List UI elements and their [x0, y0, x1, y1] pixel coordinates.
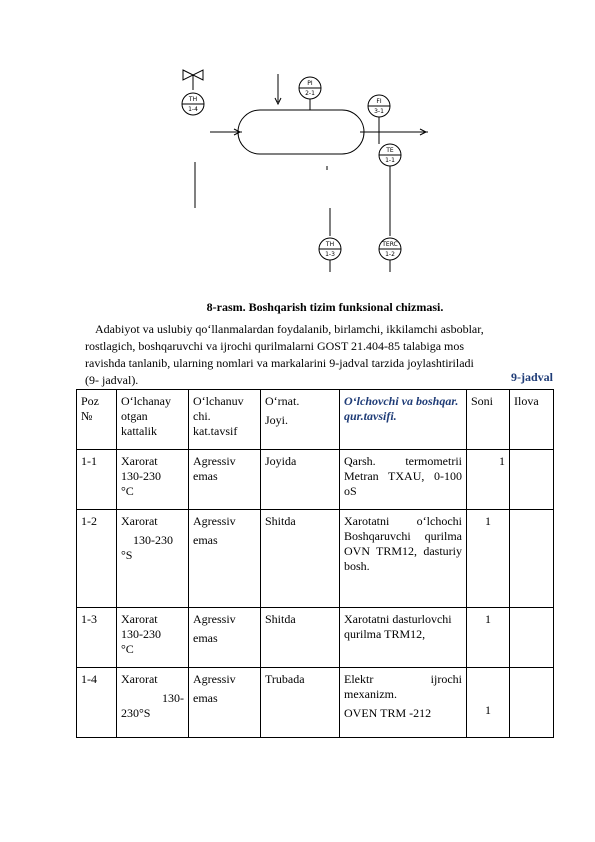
instrument-te-1-1 [379, 144, 401, 166]
table-header-row [77, 390, 554, 450]
cell-poz: 1-3 [77, 608, 117, 668]
cell-text: Agressiv [193, 514, 236, 528]
cell-kattalik [117, 608, 189, 668]
cell-text: 230°S [121, 706, 151, 720]
cell-poz: 1-4 [77, 668, 117, 738]
cell-ilova [510, 450, 554, 510]
cell-text: 130- [162, 691, 184, 705]
cell-text: Xarorat [121, 454, 158, 468]
svg-text:TERC: TERC [382, 241, 398, 248]
svg-text:TH: TH [188, 96, 198, 103]
cell-joyi: Joyida [261, 450, 340, 510]
cell-text: °C [121, 484, 134, 498]
paragraph-line: (9- jadval). [85, 373, 139, 387]
cell-text: Xarorat [121, 514, 158, 528]
cell-kattalik [117, 668, 189, 738]
cell-joyi: Shitda [261, 608, 340, 668]
cell-tavsif: Agressiv emas [189, 450, 261, 510]
table-row [77, 608, 554, 668]
cell-soni: 1 [467, 510, 510, 608]
body-paragraph [85, 321, 555, 389]
cell-qurilma: Xarotatni dasturlovchi qurilma TRM12, [340, 608, 467, 668]
table-row [77, 668, 554, 738]
svg-text:1-3: 1-3 [325, 251, 335, 258]
svg-text:1-4: 1-4 [188, 106, 198, 113]
cell-text: Agressiv [193, 612, 236, 626]
table-label: 9-jadval [511, 370, 553, 384]
cell-tavsif [189, 608, 261, 668]
instrument-pi-2-1 [299, 77, 321, 99]
header-ilova: Ilova [510, 390, 554, 450]
instrument-table [76, 389, 554, 738]
vessel [238, 110, 364, 154]
cell-qurilma [340, 668, 467, 738]
header-poz: Poz № [77, 390, 117, 450]
instrument-th-1-3 [319, 238, 341, 260]
cell-qurilma: Qarsh. termometrii Metran TXAU, 0-100 oS [340, 450, 467, 510]
cell-text: Xarorat [121, 612, 158, 626]
svg-text:TH: TH [325, 241, 335, 248]
cell-text: emas [193, 533, 218, 547]
cell-tavsif [189, 668, 261, 738]
cell-text: emas [193, 691, 218, 705]
cell-joyi: Shitda [261, 510, 340, 608]
table-row [77, 510, 554, 608]
header-ornat-b: Joyi. [265, 413, 289, 427]
instrument-terc-1-2 [379, 238, 401, 260]
table-row [77, 450, 554, 510]
svg-text:FI: FI [376, 98, 382, 105]
cell-text: 130-230 [121, 469, 161, 483]
cell-text: emas [193, 631, 218, 645]
cell-text: Elektr ijrochi mexanizm. [344, 672, 462, 701]
header-ornat [261, 390, 340, 450]
cell-soni: 1 [467, 450, 510, 510]
cell-text: Xarorat [121, 672, 158, 686]
cell-text: Agressiv [193, 672, 236, 686]
figure-caption: 8-rasm. Boshqarish tizim funksional chizmasi. [206, 300, 444, 314]
cell-tavsif [189, 510, 261, 608]
svg-text:1-1: 1-1 [385, 157, 395, 164]
cell-text: OVEN TRM -212 [344, 706, 432, 720]
svg-text:1-2: 1-2 [385, 251, 395, 258]
cell-joyi: Trubada [261, 668, 340, 738]
svg-text:TE: TE [386, 147, 394, 154]
header-olchanay: O‘lchanay otgan kattalik [117, 390, 189, 450]
cell-kattalik [117, 510, 189, 608]
cell-text: °S [121, 548, 133, 562]
instrument-fi-3-1 [368, 95, 390, 117]
header-soni: Soni [467, 390, 510, 450]
cell-kattalik [117, 450, 189, 510]
cell-text: °C [121, 642, 134, 656]
header-ornat-a: O‘rnat. [265, 394, 300, 408]
cell-poz: 1-2 [77, 510, 117, 608]
instrument-th-1-4 [182, 93, 204, 115]
svg-text:3-1: 3-1 [374, 108, 384, 115]
svg-text:PI: PI [307, 80, 313, 87]
cell-text: 130-230 [133, 533, 173, 547]
paragraph-line: ravishda tanlanib, ularning nomlari va markalarini 9-jadval tarzida joylashtiriladi [85, 356, 474, 370]
functional-diagram [170, 62, 430, 282]
cell-ilova [510, 668, 554, 738]
cell-text: 130-230 [121, 627, 161, 641]
paragraph-line: Adabiyot va uslubiy qo‘llanmalardan foydalanib, birlamchi, ikkilamchi asboblar, [95, 322, 484, 336]
header-olchanuv: O‘lchanuv chi. kat.tavsif [189, 390, 261, 450]
paragraph-line: rostlagich, boshqaruvchi va ijrochi qurilmalarni GOST 21.404-85 talabiga mos [85, 339, 465, 353]
cell-ilova [510, 510, 554, 608]
svg-text:2-1: 2-1 [305, 90, 315, 97]
cell-poz: 1-1 [77, 450, 117, 510]
cell-ilova [510, 608, 554, 668]
header-olchovchi: O‘lchovchi va boshqar. qur.tavsifi. [340, 390, 467, 450]
cell-soni: 1 [467, 608, 510, 668]
cell-qurilma: Xarotatni o‘lchochi Boshqaruvchi qurilma OVN TRM12, dasturiy bosh. [340, 510, 467, 608]
cell-soni: 1 [467, 668, 510, 738]
